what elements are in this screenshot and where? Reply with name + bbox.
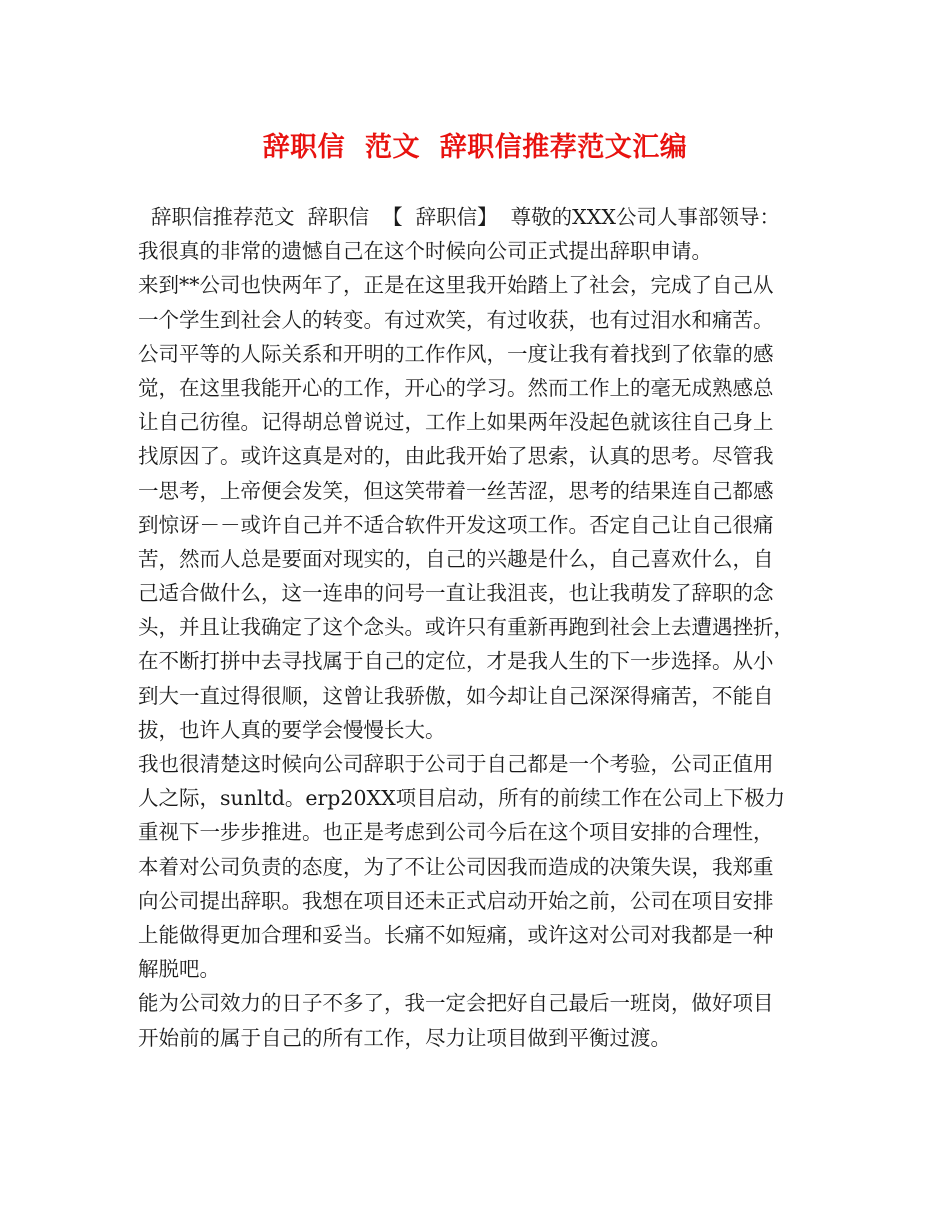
body-line: 找原因了。或许这真是对的，由此我开始了思索，认真的思考。尽管我	[138, 444, 774, 469]
body-line: 开始前的属于自己的所有工作，尽力让项目做到平衡过渡。	[138, 1025, 671, 1050]
body-line: 拔，也许人真的要学会慢慢长大。	[138, 717, 446, 742]
body-line: 重视下一步步推进。也正是考虑到公司今后在这个项目安排的合理性，	[138, 820, 774, 845]
body-line: 己适合做什么，这一连串的问号一直让我沮丧，也让我萌发了辞职的念	[138, 581, 774, 606]
body-line: 辞职信推荐范文 辞职信 【 辞职信】 尊敬的XXX公司人事部领导：	[138, 205, 780, 229]
body-line: 我很真的非常的遗憾自己在这个时候向公司正式提出辞职申请。	[138, 239, 712, 264]
body-line: 让自己彷徨。记得胡总曾说过，工作上如果两年没起色就该往自己身上	[138, 410, 774, 435]
body-line: 苦，然而人总是要面对现实的，自己的兴趣是什么，自己喜欢什么，自	[138, 546, 774, 571]
body-line: 上能做得更加合理和妥当。长痛不如短痛，或许这对公司对我都是一种	[138, 922, 774, 947]
body-line: 本着对公司负责的态度，为了不让公司因我而造成的决策失误，我郑重	[138, 854, 774, 879]
body-line: 人之际，sunltd。erp20XX项目启动，所有的前续工作在公司上下极力	[138, 786, 786, 811]
body-line: 在不断打拼中去寻找属于自己的定位，才是我人生的下一步选择。从小	[138, 649, 774, 674]
body-line: 公司平等的人际关系和开明的工作作风，一度让我有着找到了依靠的感	[138, 341, 774, 366]
body-line: 觉，在这里我能开心的工作，开心的学习。然而工作上的毫无成熟感总	[138, 375, 774, 400]
body-line: 解脱吧。	[138, 957, 220, 982]
body-line: 向公司提出辞职。我想在项目还未正式启动开始之前，公司在项目安排	[138, 888, 774, 913]
body-line: 一思考，上帝便会发笑，但这笑带着一丝苦涩，思考的结果连自己都感	[138, 478, 774, 503]
body-line: 到大一直过得很顺，这曾让我骄傲，如今却让自己深深得痛苦，不能自	[138, 683, 774, 708]
body-line: 我也很清楚这时候向公司辞职于公司于自己都是一个考验，公司正值用	[138, 752, 774, 776]
body-line: 来到**公司也快两年了，正是在这里我开始踏上了社会，完成了自己从	[138, 273, 774, 298]
body-line: 一个学生到社会人的转变。有过欢笑，有过收获，也有过泪水和痛苦。	[138, 307, 774, 332]
body-line: 头，并且让我确定了这个念头。或许只有重新再跑到社会上去遭遇挫折，	[138, 615, 794, 640]
body-line: 能为公司效力的日子不多了，我一定会把好自己最后一班岗，做好项目	[138, 991, 774, 1016]
body-line: 到惊讶－－或许自己并不适合软件开发这项工作。否定自己让自己很痛	[138, 512, 774, 537]
document-title: 辞职信 范文 辞职信推荐范文汇编	[262, 132, 688, 163]
document-body	[138, 200, 828, 1055]
